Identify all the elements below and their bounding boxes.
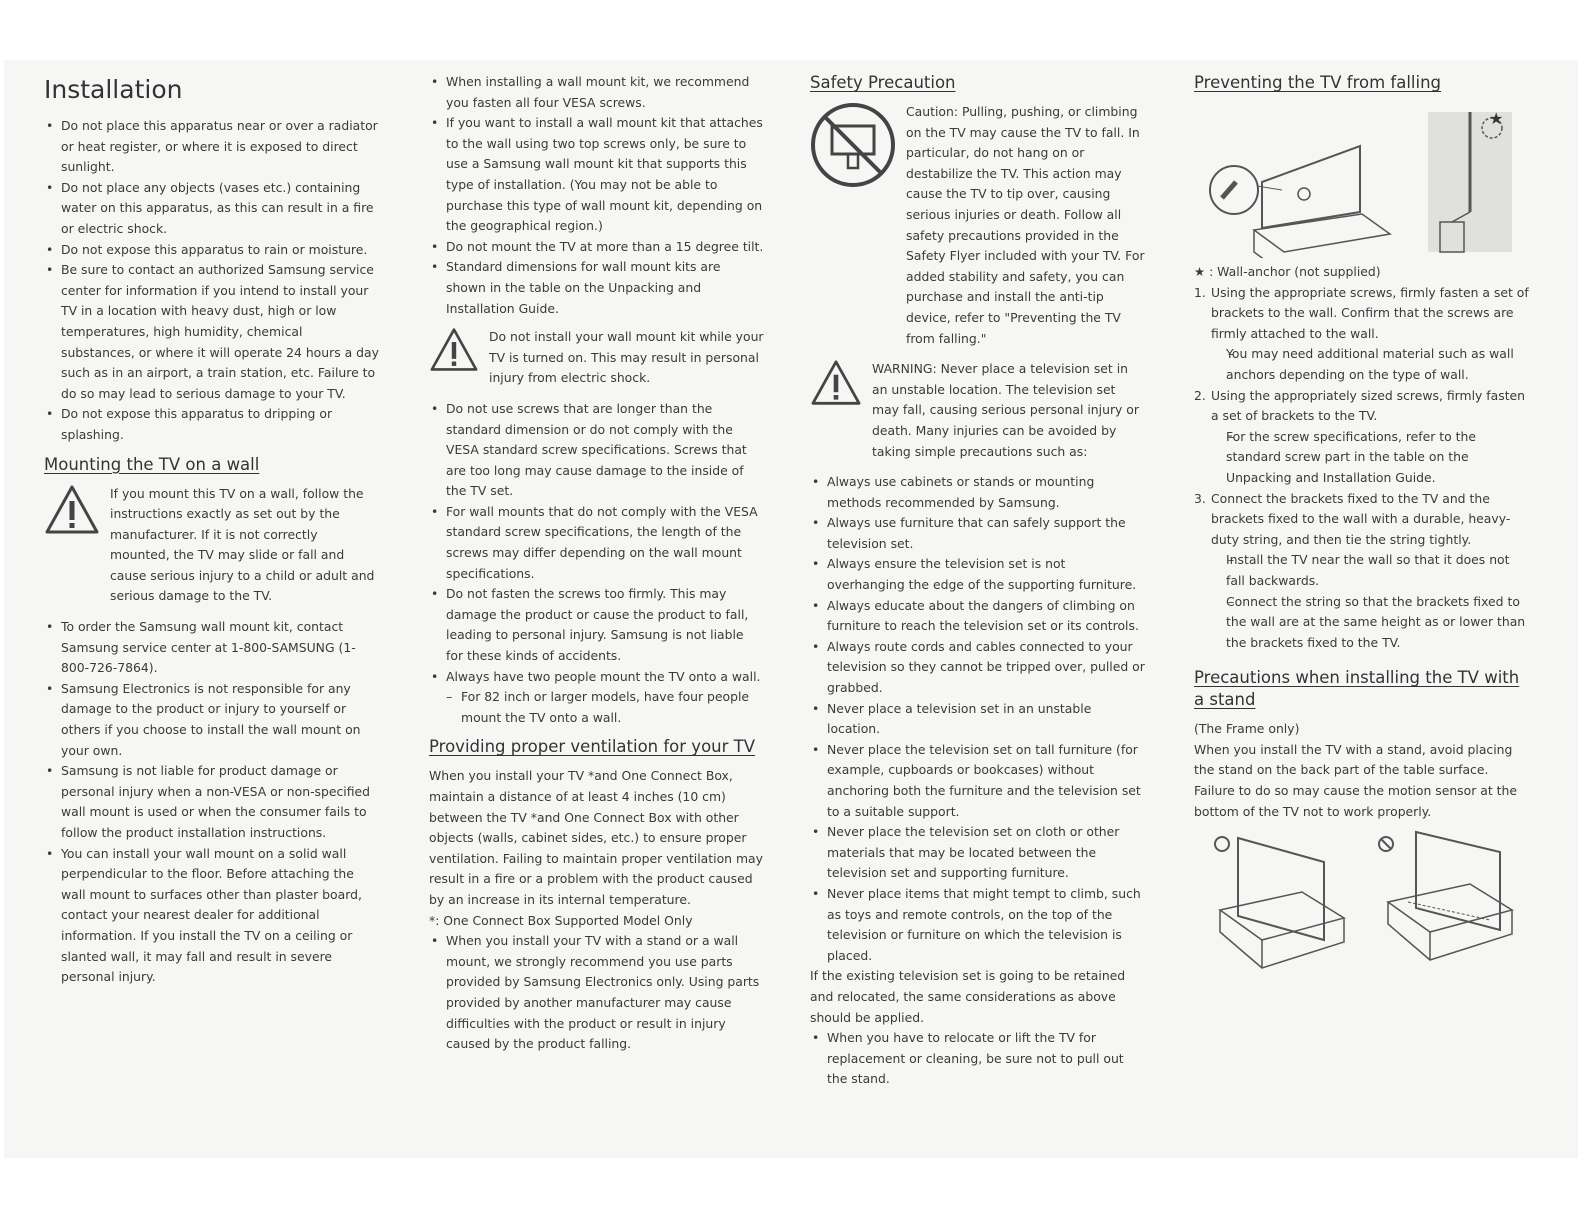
unstable-warning-block bbox=[810, 359, 1145, 462]
list-item: • Samsung Electronics is not responsible for any damage to the product or injury to yourself or others if you choose to install the wall mount on your own. bbox=[44, 679, 379, 761]
ventilation-heading: Providing proper ventilation for your TV bbox=[429, 737, 756, 757]
step-item bbox=[1194, 489, 1529, 654]
screw-list bbox=[429, 399, 764, 687]
safety-heading: Safety Precaution bbox=[810, 73, 956, 92]
list-item: • Do not expose this apparatus to rain or moisture. bbox=[44, 240, 379, 261]
list-item: • If you want to install a wall mount kit that attaches to the wall using two top screws only, be sure to use a Samsung wall mount kit that supports this type of installation. (You may not be able to purchase this type of wall mount kit, depending on the geographical region.) bbox=[429, 113, 764, 237]
list-item: • Do not use screws that are longer than the standard dimension or do not comply with the VESA standard screw specifications. Screws that are too long may cause damage to the inside of the TV set. bbox=[429, 399, 764, 502]
step-item bbox=[1194, 386, 1529, 489]
warning-icon bbox=[44, 484, 100, 543]
list-item: • Always use furniture that can safely support the television set. bbox=[810, 513, 1145, 554]
step-dash: – Install the TV near the wall so that it does not fall backwards. bbox=[1211, 550, 1529, 591]
step-text: Using the appropriately sized screws, firmly fasten a set of brackets to the TV. bbox=[1211, 387, 1526, 424]
stand-heading: Precautions when installing the TV with a stand bbox=[1194, 668, 1520, 710]
dash-note: – For 82 inch or larger models, have four people mount the TV onto a wall. bbox=[429, 687, 764, 728]
wall-anchor-illustration bbox=[1202, 102, 1529, 262]
mount-warning-block bbox=[44, 484, 379, 608]
list-item: • Never place the television set on cloth or other materials that may be located between the television set and supporting furniture. bbox=[810, 822, 1145, 884]
ventilation-list bbox=[429, 931, 764, 1055]
wallmount-list bbox=[429, 72, 764, 319]
stand-note: (The Frame only) bbox=[1194, 721, 1300, 737]
list-item: • Standard dimensions for wall mount kits are shown in the table on the Unpacking and Installation Guide. bbox=[429, 257, 764, 319]
step-dash: – Connect the string so that the brackets fixed to the wall are at the same height as or lower than the brackets fixed to the TV. bbox=[1211, 592, 1529, 654]
star-icon: ★ bbox=[1194, 264, 1206, 279]
list-item: • To order the Samsung wall mount kit, contact Samsung service center at 1-800-SAMSUNG (1-800-726-7864). bbox=[44, 617, 379, 679]
ventilation-paragraph: When you install your TV *and One Connect Box, maintain a distance of at least 4 inches (10 cm) between the TV *and One Connect Box with other objects (walls, cabinet sides, etc.) to ensure proper ventilation. Failing to maintain proper ventilation may result in a fire or a problem with the product caused by an increase in its internal temperature. bbox=[429, 768, 763, 907]
installation-list bbox=[44, 116, 379, 446]
legend bbox=[1194, 262, 1529, 283]
list-item: • Samsung is not liable for product damage or personal injury when a non-VESA or non-specified wall mount is used or when the consumer fails to follow the product installation instructions. bbox=[44, 761, 379, 843]
steps-list bbox=[1194, 283, 1529, 654]
column-4 bbox=[1194, 72, 1529, 987]
step-number: 1. bbox=[1194, 284, 1206, 300]
precaution-list bbox=[810, 472, 1145, 966]
unstable-warning-text: WARNING: Never place a television set in an unstable location. The television set may fall, causing serious personal injury or death. Many injuries can be avoided by taking simple precautions such as: bbox=[872, 361, 1139, 459]
manual-page bbox=[4, 60, 1578, 1158]
list-item: • Do not expose this apparatus to dripping or splashing. bbox=[44, 404, 379, 445]
caution-text: Caution: Pulling, pushing, or climbing on the TV may cause the TV to fall. In particular, do not hang on or destabilize the TV. This action may cause the TV to tip over, causing serious injuries or death. Follow all safety precautions provided in the Safety Flyer included with your TV. For added stability and safety, you can purchase and install the anti-tip device, refer to "Preventing the TV from falling." bbox=[906, 104, 1145, 346]
warning-icon bbox=[429, 327, 479, 380]
list-item: • When installing a wall mount kit, we recommend you fasten all four VESA screws. bbox=[429, 72, 764, 113]
column-3 bbox=[810, 72, 1145, 1090]
step-text: Using the appropriate screws, firmly fasten a set of brackets to the wall. Confirm that the screws are firmly attached to the wall. bbox=[1211, 284, 1529, 341]
electric-warning-text: Do not install your wall mount kit while your TV is turned on. This may result in personal injury from electric shock. bbox=[489, 329, 764, 386]
svg-text:★: ★ bbox=[1489, 109, 1504, 128]
relocation-list bbox=[810, 1028, 1145, 1090]
electric-warning-block bbox=[429, 327, 764, 389]
warning-icon bbox=[810, 359, 862, 414]
step-item bbox=[1194, 283, 1529, 386]
stand-illustration bbox=[1194, 830, 1529, 987]
list-item: • For wall mounts that do not comply with the VESA standard screw specifications, the length of the screws may differ depending on the wall mount specifications. bbox=[429, 502, 764, 584]
list-item: • Always have two people mount the TV onto a wall. bbox=[429, 667, 764, 688]
caution-block bbox=[810, 102, 1145, 349]
mount-warning-text: If you mount this TV on a wall, follow the instructions exactly as set out by the manufacturer. If it is not correctly mounted, the TV may slide or fall and cause serious injury to a child or adult and serious damage to the TV. bbox=[110, 485, 375, 604]
column-1 bbox=[44, 72, 379, 988]
list-item: • Be sure to contact an authorized Samsung service center for information if you intend to install your TV in a location with heavy dust, high or low temperatures, high humidity, chemical substances, or where it will operate 24 hours a day such as in an airport, a train station, etc. Failure to do so may lead to serious damage to your TV. bbox=[44, 260, 379, 404]
list-item: • When you install your TV with a stand or a wall mount, we strongly recommend you use parts provided by Samsung Electronics only. Using parts provided by another manufacturer may cause difficulties with the product or result in injury caused by the product falling. bbox=[429, 931, 764, 1055]
list-item: • Do not place any objects (vases etc.) containing water on this apparatus, as this can result in a fire or electric shock. bbox=[44, 178, 379, 240]
mounting-list bbox=[44, 617, 379, 988]
step-text: Connect the brackets fixed to the TV and the brackets fixed to the wall with a durable, heavy-duty string, and then tie the string tightly. bbox=[1211, 490, 1511, 547]
list-item: • Do not mount the TV at more than a 15 degree tilt. bbox=[429, 237, 764, 258]
falling-heading: Preventing the TV from falling bbox=[1194, 73, 1442, 92]
list-item: • Never place a television set in an unstable location. bbox=[810, 699, 1145, 740]
ventilation-note: *: One Connect Box Supported Model Only bbox=[429, 912, 693, 928]
legend-text: : Wall-anchor (not supplied) bbox=[1209, 264, 1381, 279]
relocation-paragraph: If the existing television set is going to be retained and relocated, the same considerations as above should be applied. bbox=[810, 968, 1126, 1025]
list-item: • Do not fasten the screws too firmly. This may damage the product or cause the product to fall, leading to personal injury. Samsung is not liable for these kinds of accidents. bbox=[429, 584, 764, 666]
list-item: • Never place items that might tempt to climb, such as toys and remote controls, on the top of the television or furniture on which the television is placed. bbox=[810, 884, 1145, 966]
list-item: • When you have to relocate or lift the TV for replacement or cleaning, be sure not to pull out the stand. bbox=[810, 1028, 1145, 1090]
list-item: • Never place the television set on tall furniture (for example, cupboards or bookcases) without anchoring both the furniture and the television set to a suitable support. bbox=[810, 740, 1145, 822]
no-climbing-icon bbox=[810, 102, 896, 195]
stand-paragraph: When you install the TV with a stand, avoid placing the stand on the back part of the table surface. Failure to do so may cause the motion sensor at the bottom of the TV not to work properly. bbox=[1194, 741, 1517, 819]
list-item: • Always route cords and cables connected to your television so they cannot be tripped over, pulled or grabbed. bbox=[810, 637, 1145, 699]
list-item: • Always ensure the television set is not overhanging the edge of the supporting furniture. bbox=[810, 554, 1145, 595]
list-item: • Always educate about the dangers of climbing on furniture to reach the television set or its controls. bbox=[810, 596, 1145, 637]
step-dash: – You may need additional material such as wall anchors depending on the type of wall. bbox=[1211, 344, 1529, 385]
list-item: • You can install your wall mount on a solid wall perpendicular to the floor. Before attaching the wall mount to surfaces other than plaster board, contact your nearest dealer for additional information. If you install the TV on a ceiling or slanted wall, it may fall and result in severe personal injury. bbox=[44, 844, 379, 988]
installation-title: Installation bbox=[44, 75, 183, 104]
mounting-heading: Mounting the TV on a wall bbox=[44, 454, 260, 474]
step-number: 2. bbox=[1194, 387, 1206, 403]
list-item: • Do not place this apparatus near or over a radiator or heat register, or where it is exposed to direct sunlight. bbox=[44, 116, 379, 178]
column-2 bbox=[429, 72, 764, 1055]
step-number: 3. bbox=[1194, 490, 1206, 506]
list-item: • Always use cabinets or stands or mounting methods recommended by Samsung. bbox=[810, 472, 1145, 513]
step-dash: – For the screw specifications, refer to the standard screw part in the table on the Unpacking and Installation Guide. bbox=[1211, 427, 1529, 489]
